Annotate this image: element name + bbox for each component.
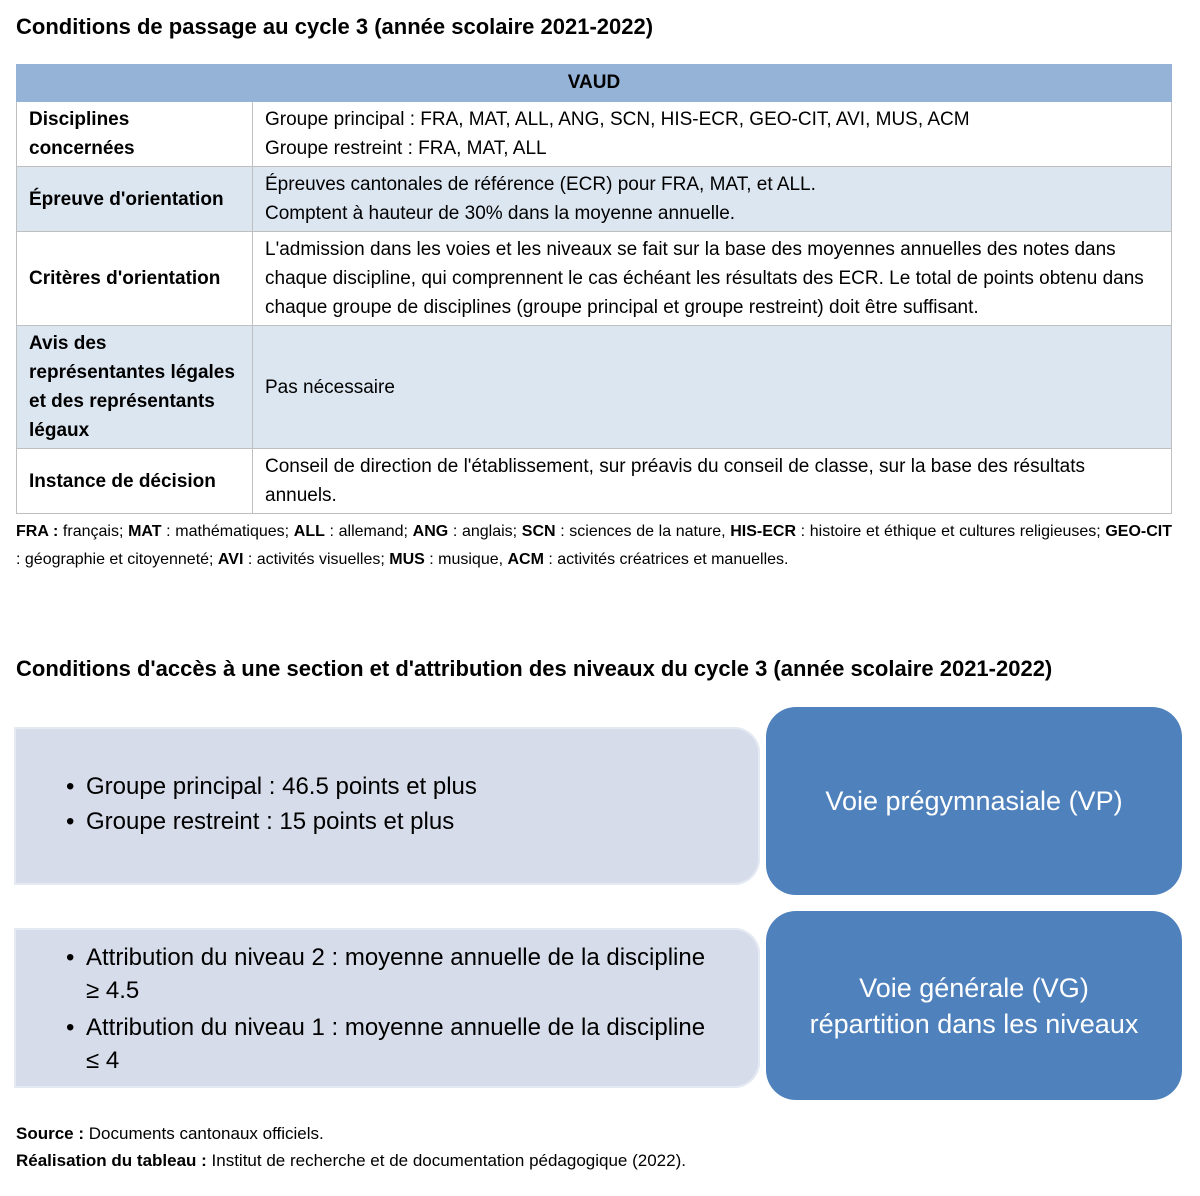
abbr-def: : histoire et éthique et cultures religieuses; [796,523,1106,540]
abbr: AVI [217,551,244,568]
row-label: Instance de décision [17,449,253,514]
table-row [17,326,1172,449]
bullet-icon: • [66,1014,75,1041]
row-value [253,449,1172,514]
abbr-def: : géographie et citoyenneté; [16,551,218,568]
source-note [16,1124,324,1144]
row-value-line: Comptent à hauteur de 30% dans la moyenne annuelle. [265,203,736,224]
row-value-line: Groupe restreint : FRA, MAT, ALL [265,138,547,159]
row-value-line: Groupe principal : FRA, MAT, ALL, ANG, SCN, HIS-ECR, GEO-CIT, AVI, MUS, ACM [265,109,970,130]
abbr: ALL [293,523,325,540]
condition-list [66,770,720,840]
credit-label: Réalisation du tableau : [16,1151,207,1170]
list-item [66,805,720,838]
outcome-line: Voie générale (VG) [859,972,1089,1003]
abbr-def: : allemand; [324,523,413,540]
source-label: Source : [16,1124,85,1143]
list-item [66,941,720,1007]
list-item-text: Attribution du niveau 1 : moyenne annuelle de la discipline ≤ 4 [86,1014,706,1074]
row-value-line: Épreuves cantonales de référence (ECR) pour FRA, MAT, et ALL. [265,174,816,195]
section-title-acces: Conditions d'accès à une section et d'attribution des niveaux du cycle 3 (année scolaire 2021-2022) [16,656,1053,681]
table-row [17,449,1172,514]
outcome-line: Voie prégymnasiale (VP) [825,786,1123,816]
table-row [17,167,1172,232]
abbr-def: : activités visuelles; [243,551,390,568]
list-item-text: Groupe restreint : 15 points et plus [86,808,455,835]
abbr: ANG [412,523,449,540]
row-label: Critères d'orientation [17,232,253,326]
abbr-def: : musique, [424,551,508,568]
bullet-icon: • [66,944,75,971]
row-value-line: Pas nécessaire [265,376,395,398]
abbr: HIS-ECR [730,523,796,540]
condition-box-vg [14,928,760,1088]
row-value [253,326,1172,449]
table-row [17,232,1172,326]
abbr: MAT [128,523,162,540]
row-value [253,167,1172,232]
outcome-line: répartition dans les niveaux [809,1008,1139,1039]
list-item-text: Attribution du niveau 2 : moyenne annuelle de la discipline ≥ 4.5 [86,944,706,1004]
outcome-box-vg [766,911,1182,1100]
abbr: FRA : [16,523,59,540]
row-value-line: Conseil de direction de l'établissement, sur préavis du conseil de classe, sur la base des résultats annuels. [265,456,1085,506]
section-title-passage: Conditions de passage au cycle 3 (année scolaire 2021-2022) [16,14,654,39]
row-value-line: L'admission dans les voies et les niveaux se fait sur la base des moyennes annuelles des notes dans chaque discipline, qui comprennent le cas échéant les résultats des ECR. Le total de points obtenu dans chaque groupe de disciplines (groupe principal et groupe restreint) doit être suffisant. [265,239,1144,318]
abbr: ACM [507,551,544,568]
table-row [17,102,1172,167]
condition-box-vp [14,727,760,885]
list-item [66,770,720,803]
credit-note [16,1151,686,1171]
abbr: MUS [389,551,425,568]
condition-list [66,941,720,1079]
source-text: Documents cantonaux officiels. [84,1124,324,1143]
row-label: Épreuve d'orientation [17,167,253,232]
table-header-vaud: VAUD [17,65,1172,102]
credit-text: Institut de recherche et de documentation pédagogique (2022). [206,1151,686,1170]
row-label: Avis des représentantes légales et des représentants légaux [17,326,253,449]
conditions-table [16,64,1172,514]
abbreviations-legend [16,518,1172,574]
outcome-box-vp [766,707,1182,895]
bullet-icon: • [66,773,75,800]
abbr-def: : sciences de la nature, [555,523,731,540]
abbr-def: : mathématiques; [161,523,294,540]
abbr: GEO-CIT [1105,523,1173,540]
row-value [253,102,1172,167]
abbr-def: : anglais; [448,523,522,540]
row-label: Disciplines concernées [17,102,253,167]
bullet-icon: • [66,808,75,835]
list-item [66,1011,720,1077]
abbr-def: français; [58,523,129,540]
abbr: SCN [521,523,556,540]
abbr-def: : activités créatrices et manuelles. [543,551,789,568]
row-value [253,232,1172,326]
list-item-text: Groupe principal : 46.5 points et plus [86,773,477,800]
